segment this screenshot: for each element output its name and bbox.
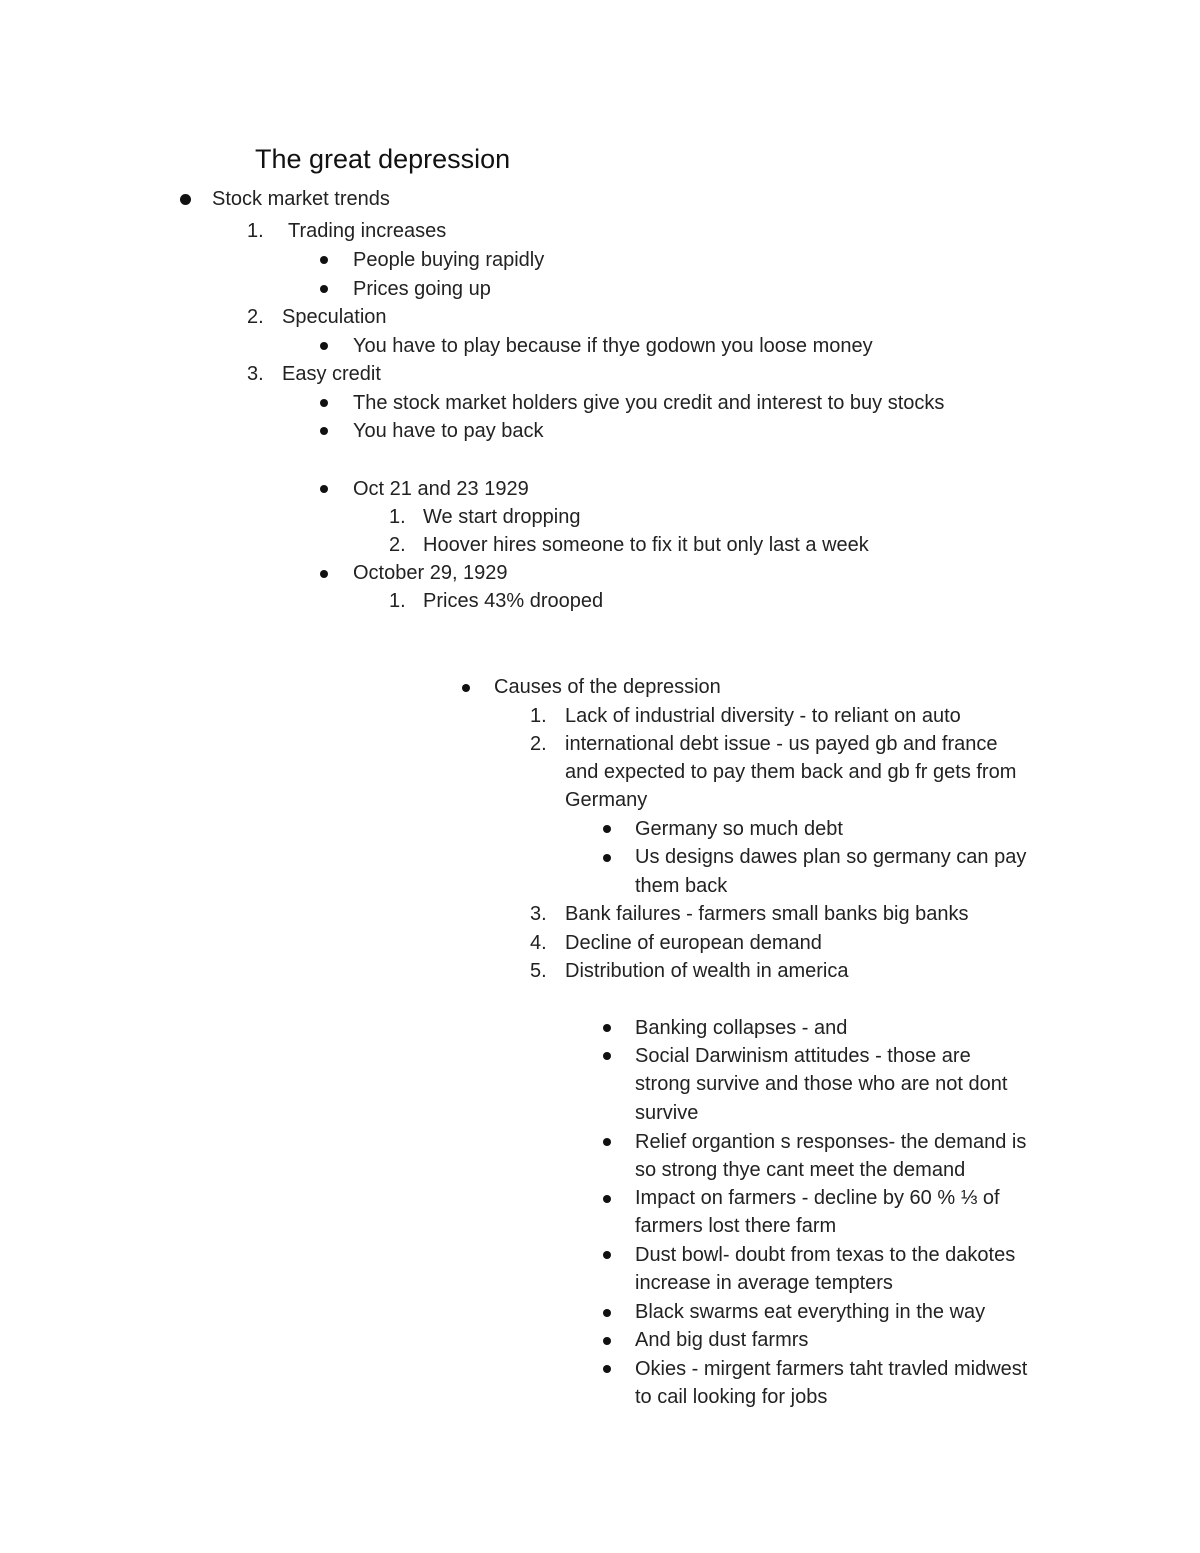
list-number: 4. bbox=[530, 932, 547, 954]
section-heading-causes: Causes of the depression bbox=[494, 676, 721, 698]
bullet-icon bbox=[320, 342, 328, 350]
list-item: Lack of industrial diversity - to reliant on auto bbox=[565, 705, 961, 727]
list-item: Oct 21 and 23 1929 bbox=[353, 478, 529, 500]
list-item: And big dust farmrs bbox=[635, 1329, 809, 1351]
list-item: Banking collapses - and bbox=[635, 1017, 848, 1039]
list-item: Dust bowl- doubt from texas to the dakotes bbox=[635, 1244, 1016, 1266]
list-item: People buying rapidly bbox=[353, 249, 545, 271]
list-item: Easy credit bbox=[282, 363, 381, 385]
list-number: 2. bbox=[530, 733, 547, 755]
list-number: 1. bbox=[389, 506, 406, 528]
list-item: international debt issue - us payed gb and france bbox=[565, 733, 998, 755]
list-item: Speculation bbox=[282, 306, 387, 328]
bullet-icon bbox=[320, 485, 328, 493]
bullet-icon bbox=[320, 256, 328, 264]
list-item-continuation: strong survive and those who are not dont bbox=[635, 1073, 1008, 1095]
list-number: 1. bbox=[389, 590, 406, 612]
bullet-icon bbox=[603, 1309, 611, 1317]
list-item: Black swarms eat everything in the way bbox=[635, 1301, 986, 1323]
bullet-icon bbox=[320, 399, 328, 407]
bullet-icon bbox=[603, 1024, 611, 1032]
list-item: Social Darwinism attitudes - those are bbox=[635, 1045, 971, 1067]
list-number: 3. bbox=[530, 903, 547, 925]
bullet-icon bbox=[603, 1337, 611, 1345]
list-item-continuation: survive bbox=[635, 1102, 699, 1124]
list-item: Prices 43% drooped bbox=[423, 590, 604, 612]
bullet-icon bbox=[603, 1138, 611, 1146]
bullet-icon bbox=[320, 570, 328, 578]
list-number: 1. bbox=[530, 705, 547, 727]
list-number: 2. bbox=[247, 306, 264, 328]
list-item: You have to pay back bbox=[353, 420, 544, 442]
bullet-icon bbox=[320, 427, 328, 435]
list-item: Prices going up bbox=[353, 278, 491, 300]
bullet-icon bbox=[603, 1052, 611, 1060]
list-item: Relief organtion s responses- the demand is bbox=[635, 1131, 1027, 1153]
section-heading-stock-market: Stock market trends bbox=[212, 188, 390, 210]
page-title: The great depression bbox=[255, 144, 511, 174]
bullet-icon bbox=[320, 285, 328, 293]
list-item-continuation: them back bbox=[635, 875, 728, 897]
list-item: The stock market holders give you credit and interest to buy stocks bbox=[353, 392, 945, 414]
list-item: Decline of european demand bbox=[565, 932, 822, 954]
list-number: 1. bbox=[247, 220, 264, 242]
list-number: 2. bbox=[389, 534, 406, 556]
list-item: Us designs dawes plan so germany can pay bbox=[635, 846, 1027, 868]
list-item-continuation: Germany bbox=[565, 789, 648, 811]
list-item: You have to play because if thye godown you loose money bbox=[353, 335, 873, 357]
bullet-icon bbox=[603, 825, 611, 833]
bullet-icon bbox=[462, 684, 470, 692]
list-item: Hoover hires someone to fix it but only last a week bbox=[423, 534, 869, 556]
list-item-continuation: increase in average tempters bbox=[635, 1272, 893, 1294]
list-item: We start dropping bbox=[423, 506, 581, 528]
bullet-icon bbox=[603, 1365, 611, 1373]
list-item: Bank failures - farmers small banks big banks bbox=[565, 903, 969, 925]
list-number: 3. bbox=[247, 363, 264, 385]
list-item-continuation: and expected to pay them back and gb fr gets from bbox=[565, 761, 1017, 783]
list-item: Impact on farmers - decline by 60 % ⅓ of bbox=[635, 1187, 1000, 1209]
bullet-icon bbox=[180, 194, 191, 205]
bullet-icon bbox=[603, 1251, 611, 1259]
list-item: October 29, 1929 bbox=[353, 562, 508, 584]
bullet-icon bbox=[603, 854, 611, 862]
list-item: Trading increases bbox=[288, 220, 447, 242]
list-item-continuation: to cail looking for jobs bbox=[635, 1386, 828, 1408]
list-item-continuation: so strong thye cant meet the demand bbox=[635, 1159, 966, 1181]
list-item: Germany so much debt bbox=[635, 818, 843, 840]
list-item: Okies - mirgent farmers taht travled midwest bbox=[635, 1358, 1028, 1380]
list-number: 5. bbox=[530, 960, 547, 982]
bullet-icon bbox=[603, 1195, 611, 1203]
list-item-continuation: farmers lost there farm bbox=[635, 1215, 837, 1237]
list-item: Distribution of wealth in america bbox=[565, 960, 849, 982]
